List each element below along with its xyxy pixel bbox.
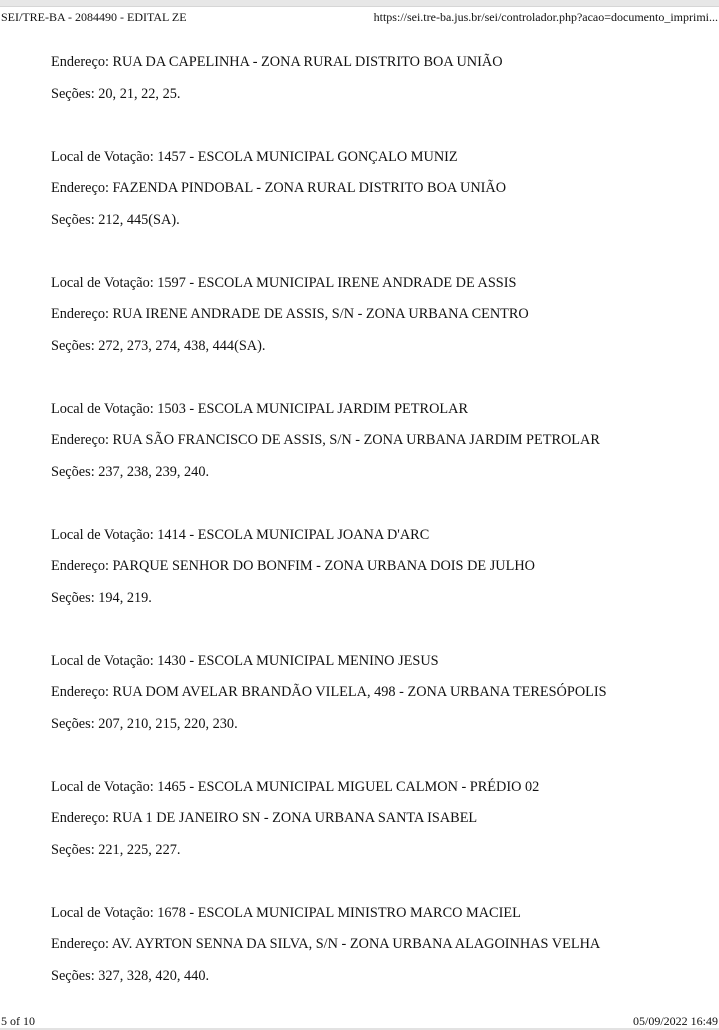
print-header (0, 9, 719, 25)
document-body (51, 52, 711, 1029)
sections-line: Seções: 194, 219. (51, 589, 152, 606)
address-line: Endereço: RUA 1 DE JANEIRO SN - ZONA URBANA SANTA ISABEL (51, 810, 478, 826)
document-id: SEI/TRE-BA - 2084490 - EDITAL ZE (1, 10, 187, 24)
location-line: Local de Votação: 1503 - ESCOLA MUNICIPAL JARDIM PETROLAR (51, 400, 468, 417)
location-line: Local de Votação: 1465 - ESCOLA MUNICIPAL MIGUEL CALMON - PRÉDIO 02 (51, 778, 540, 795)
sections-line: Seções: 327, 328, 420, 440. (51, 967, 210, 984)
voting-location-entry (51, 399, 711, 494)
sections-line: Seções: 20, 21, 22, 25. (51, 85, 181, 102)
print-footer (0, 1013, 719, 1029)
voting-location-entry-partial (51, 52, 711, 115)
address-line: Endereço: FAZENDA PINDOBAL - ZONA RURAL DISTRITO BOA UNIÃO (51, 180, 507, 196)
voting-location-entry (51, 525, 711, 620)
location-line: Local de Votação: 1457 - ESCOLA MUNICIPAL GONÇALO MUNIZ (51, 148, 458, 165)
sections-line: Seções: 212, 445(SA). (51, 211, 180, 228)
print-datetime: 05/09/2022 16:49 (632, 1014, 718, 1028)
location-line: Local de Votação: 1430 - ESCOLA MUNICIPAL MENINO JESUS (51, 652, 439, 669)
voting-location-entry (51, 777, 711, 872)
document-url: https://sei.tre-ba.jus.br/sei/controlador.php?acao=documento_imprimi... (373, 10, 718, 24)
voting-location-entry (51, 651, 711, 746)
address-line: Endereço: AV. AYRTON SENNA DA SILVA, S/N - ZONA URBANA ALAGOINHAS VELHA (51, 936, 601, 952)
voting-location-entry (51, 903, 711, 998)
sections-line: Seções: 272, 273, 274, 438, 444(SA). (51, 337, 266, 354)
location-line: Local de Votação: 1414 - ESCOLA MUNICIPAL JOANA D'ARC (51, 526, 430, 543)
voting-location-entry (51, 147, 711, 242)
address-line: Endereço: RUA SÃO FRANCISCO DE ASSIS, S/N - ZONA URBANA JARDIM PETROLAR (51, 432, 600, 448)
voting-location-entry (51, 273, 711, 368)
address-line: Endereço: RUA DA CAPELINHA - ZONA RURAL DISTRITO BOA UNIÃO (51, 54, 503, 70)
location-line: Local de Votação: 1678 - ESCOLA MUNICIPAL MINISTRO MARCO MACIEL (51, 904, 521, 921)
address-line: Endereço: PARQUE SENHOR DO BONFIM - ZONA URBANA DOIS DE JULHO (51, 558, 535, 574)
sections-line: Seções: 221, 225, 227. (51, 841, 181, 858)
sections-line: Seções: 237, 238, 239, 240. (51, 463, 210, 480)
page-number: 5 of 10 (1, 1014, 35, 1028)
location-line: Local de Votação: 1597 - ESCOLA MUNICIPAL IRENE ANDRADE DE ASSIS (51, 274, 517, 291)
top-strip (0, 0, 719, 7)
sections-line: Seções: 207, 210, 215, 220, 230. (51, 715, 238, 732)
address-line: Endereço: RUA DOM AVELAR BRANDÃO VILELA, 498 - ZONA URBANA TERESÓPOLIS (51, 684, 607, 700)
address-line: Endereço: RUA IRENE ANDRADE DE ASSIS, S/N - ZONA URBANA CENTRO (51, 306, 529, 322)
